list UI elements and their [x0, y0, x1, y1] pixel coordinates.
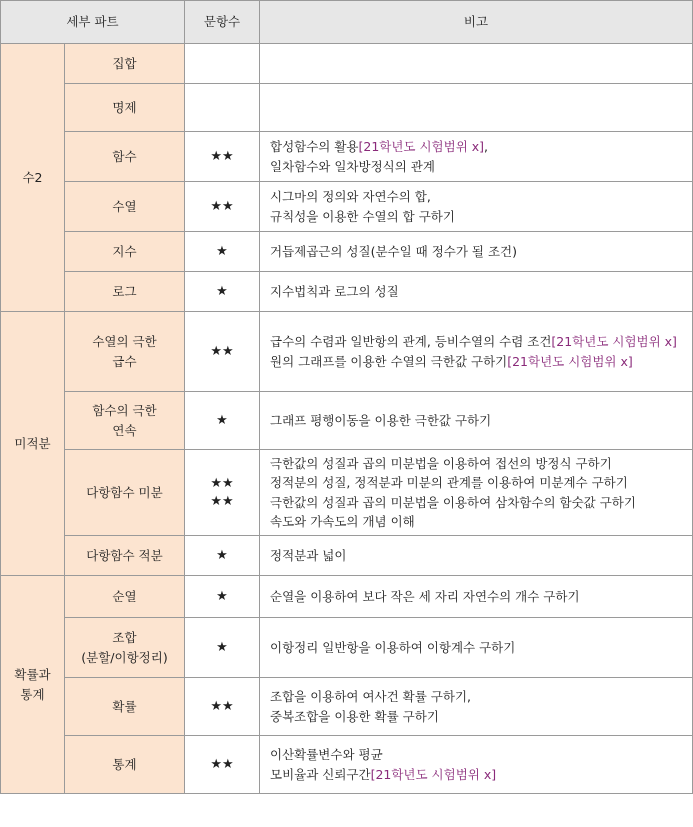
category-label: 확률과: [14, 667, 51, 683]
subpart-cell: [65, 678, 185, 736]
count-cell: [185, 272, 260, 312]
note-text: 지수법칙과 로그의 성질: [270, 283, 399, 299]
count-cell: [185, 232, 260, 272]
table-row: [1, 736, 693, 794]
star-rating: ★★: [210, 475, 234, 491]
exam-range-note: [21학년도 시험범위 x]: [358, 139, 485, 155]
star-rating: ★: [216, 243, 228, 259]
exam-range-note: [21학년도 시험범위 x]: [551, 334, 677, 350]
header-note: 비고: [260, 1, 693, 44]
count-cell: [185, 84, 260, 132]
subpart-cell: [65, 272, 185, 312]
header-count: 문항수: [185, 1, 260, 44]
header-row: [1, 1, 693, 44]
note-text: 원의 그래프를 이용한 수열의 극한값 구하기: [270, 353, 508, 369]
note-text: 순열을 이용하여 보다 작은 세 자리 자연수의 개수 구하기: [270, 588, 580, 604]
subpart-cell: [65, 232, 185, 272]
table-row: [1, 84, 693, 132]
note-cell: [260, 44, 693, 84]
header-part: 세부 파트: [1, 1, 185, 44]
subpart-label: 명제: [112, 99, 137, 115]
star-rating: ★: [216, 412, 228, 428]
note-cell: [260, 84, 693, 132]
note-line: [270, 745, 684, 764]
subpart-cell: [65, 84, 185, 132]
count-cell: [185, 182, 260, 232]
count-cell: [185, 736, 260, 794]
note-text: 모비율과 신뢰구간: [270, 766, 371, 782]
note-text: 이항정리 일반항을 이용하여 이항계수 구하기: [270, 639, 516, 655]
note-cell: [260, 392, 693, 450]
table-row: [1, 392, 693, 450]
category-cell: [1, 44, 65, 312]
table-row: [1, 232, 693, 272]
note-cell: [260, 576, 693, 618]
subpart-cell: [65, 182, 185, 232]
star-rating: ★: [216, 639, 228, 655]
note-text: 극한값의 성질과 곱의 미분법을 이용하여 삼차함수의 함숫값 구하기: [270, 494, 636, 510]
exam-range-note: [21학년도 시험범위 x]: [507, 353, 633, 369]
note-text: 극한값의 성질과 곱의 미분법을 이용하여 접선의 방정식 구하기: [270, 455, 612, 471]
note-cell: [260, 312, 693, 392]
subpart-label: 집합: [112, 55, 137, 71]
note-line: [270, 207, 684, 226]
note-text: 시그마의 정의와 자연수의 합,: [270, 189, 431, 205]
note-text: 합성함수의 활용: [270, 139, 359, 155]
note-line: [270, 493, 684, 512]
count-cell: [185, 44, 260, 84]
star-rating: ★: [216, 547, 228, 563]
star-rating: ★★: [210, 198, 234, 214]
note-text: 급수의 수렴과 일반항의 관계, 등비수열의 수렴 조건: [270, 334, 552, 350]
subpart-label: 연속: [112, 422, 137, 438]
category-label: 미적분: [14, 435, 51, 451]
note-line: [270, 687, 684, 706]
note-line: [270, 352, 684, 371]
note-text: 이산확률변수와 평균: [270, 747, 383, 763]
subpart-cell: [65, 44, 185, 84]
category-label: 통계: [20, 686, 45, 702]
table-row: [1, 44, 693, 84]
note-cell: [260, 182, 693, 232]
note-cell: [260, 450, 693, 536]
note-line: [270, 473, 684, 492]
note-line: [270, 454, 684, 473]
note-cell: [260, 272, 693, 312]
count-cell: [185, 312, 260, 392]
note-line: [270, 512, 684, 531]
category-label: 수2: [22, 169, 43, 185]
note-tail: ,: [484, 139, 489, 155]
subpart-cell: [65, 736, 185, 794]
subpart-cell: [65, 536, 185, 576]
subpart-label: 수열: [112, 198, 137, 214]
subpart-cell: [65, 450, 185, 536]
note-cell: [260, 132, 693, 182]
subpart-label: 수열의 극한: [92, 334, 157, 350]
note-cell: [260, 736, 693, 794]
table-row: [1, 678, 693, 736]
table-row: [1, 272, 693, 312]
note-line: [270, 765, 684, 784]
note-cell: [260, 536, 693, 576]
star-rating: ★★: [210, 756, 234, 772]
count-cell: [185, 132, 260, 182]
subpart-cell: [65, 312, 185, 392]
subpart-cell: [65, 132, 185, 182]
note-text: 정적분과 넓이: [270, 547, 347, 563]
subpart-cell: [65, 576, 185, 618]
note-cell: [260, 678, 693, 736]
subpart-cell: [65, 618, 185, 678]
subpart-label: 통계: [112, 756, 137, 772]
exam-range-note: [21학년도 시험범위 x]: [370, 766, 497, 782]
category-cell: [1, 312, 65, 576]
subpart-label: 다항함수 적분: [86, 547, 163, 563]
note-text: 정적분의 성질, 정적분과 미분의 관계를 이용하여 미분계수 구하기: [270, 475, 628, 491]
count-cell: [185, 678, 260, 736]
table-row: [1, 132, 693, 182]
category-cell: [1, 576, 65, 794]
note-line: [270, 187, 684, 206]
subpart-label: 로그: [112, 283, 137, 299]
note-text: 거듭제곱근의 성질(분수일 때 정수가 될 조건): [270, 243, 517, 259]
subpart-label: (분할/이항정리): [81, 649, 168, 665]
table-row: [1, 576, 693, 618]
note-text: 그래프 평행이동을 이용한 극한값 구하기: [270, 412, 492, 428]
note-text: 중복조합을 이용한 확률 구하기: [270, 708, 439, 724]
table-row: [1, 312, 693, 392]
subpart-label: 지수: [112, 243, 137, 259]
note-text: 속도와 가속도의 개념 이해: [270, 513, 415, 529]
subpart-label: 순열: [112, 588, 137, 604]
subpart-label: 조합: [112, 630, 137, 646]
table-row: [1, 536, 693, 576]
note-text: 일차함수와 일차방정식의 관계: [270, 158, 435, 174]
note-text: 조합을 이용하여 여사건 확률 구하기,: [270, 689, 471, 705]
subpart-label: 급수: [112, 353, 137, 369]
count-cell: [185, 392, 260, 450]
star-rating: ★: [216, 588, 228, 604]
subpart-label: 함수: [112, 148, 137, 164]
subpart-label: 다항함수 미분: [86, 484, 163, 500]
subpart-label: 확률: [112, 698, 137, 714]
note-line: [270, 157, 684, 176]
note-text: 규칙성을 이용한 수열의 합 구하기: [270, 208, 455, 224]
table-row: [1, 450, 693, 536]
table-row: [1, 182, 693, 232]
note-line: [270, 707, 684, 726]
subpart-cell: [65, 392, 185, 450]
note-line: [270, 282, 684, 301]
note-line: [270, 638, 684, 657]
note-line: [270, 332, 684, 351]
note-line: [270, 137, 684, 156]
star-rating: ★★: [210, 148, 234, 164]
note-cell: [260, 618, 693, 678]
note-line: [270, 546, 684, 565]
note-cell: [260, 232, 693, 272]
star-rating: ★★: [210, 493, 234, 509]
star-rating: ★★: [210, 698, 234, 714]
star-rating: ★: [216, 283, 228, 299]
count-cell: [185, 536, 260, 576]
count-cell: [185, 618, 260, 678]
count-cell: [185, 576, 260, 618]
note-line: [270, 411, 684, 430]
count-cell: [185, 450, 260, 536]
table-row: [1, 618, 693, 678]
subpart-label: 함수의 극한: [92, 403, 157, 419]
note-line: [270, 242, 684, 261]
note-line: [270, 587, 684, 606]
star-rating: ★★: [210, 343, 234, 359]
